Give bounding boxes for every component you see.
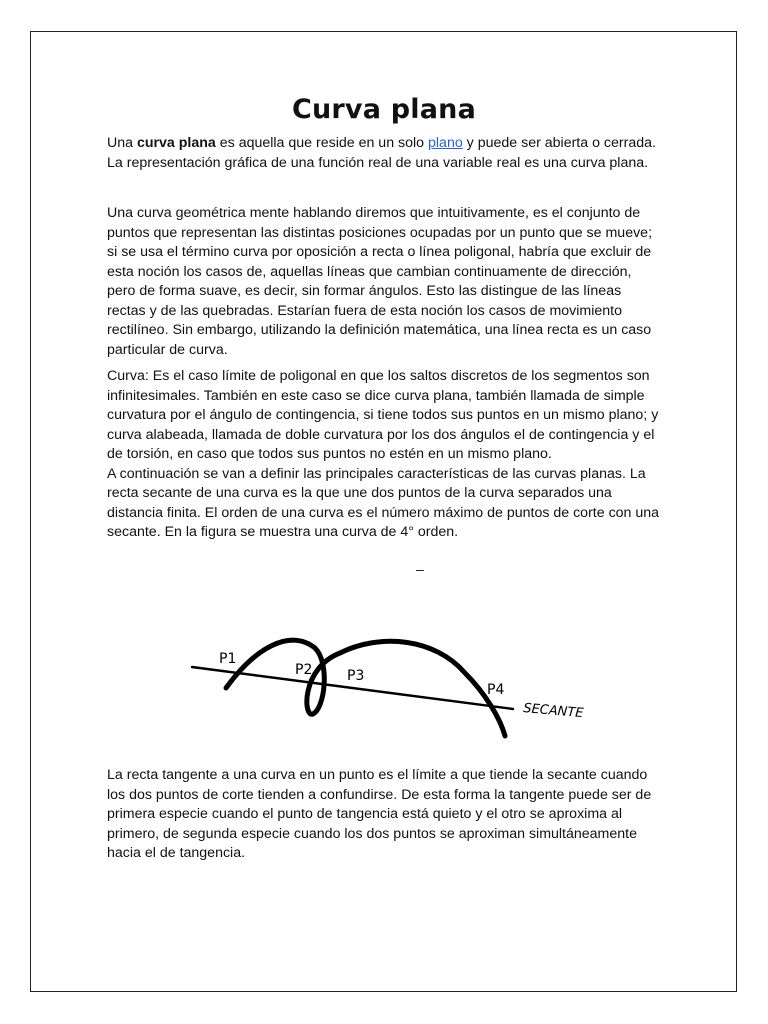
dash-mark: – bbox=[416, 561, 424, 577]
paragraph-definition: Una curva geométrica mente hablando diremos que intuitivamente, es el conjunto de puntos que representan las distintas posiciones ocupadas por un punto que se mueve; si se usa el término curva por oposición a recta o línea poligonal, habría que excluir de esta noción los casos de, aquellas líneas que cambian continuamente de dirección, pero de forma suave, es decir, sin formar ángulos. Esto las distingue de las líneas rectas y de las quebradas. Estarían fuera de esta noción los casos de movimiento rectilíneo. Sin embargo, utilizando la definición matemática, una línea recta es un caso particular de curva. bbox=[107, 205, 653, 358]
curve-figure bbox=[185, 608, 615, 753]
page-title: Curva plana bbox=[291, 94, 476, 125]
paragraph-intro bbox=[107, 134, 663, 173]
label-p1: P1 bbox=[219, 651, 237, 667]
term-curva-plana: curva plana bbox=[136, 135, 216, 151]
label-p4: P4 bbox=[487, 682, 505, 698]
intro-text-start: Una bbox=[107, 135, 137, 151]
label-p3: P3 bbox=[347, 668, 365, 684]
intro-text-end: y puede ser abierta o cerrada. La representación gráfica de una función real de una variable real es una curva plana. bbox=[107, 135, 656, 171]
paragraph-tangente: La recta tangente a una curva en un punto es el límite a que tiende la secante cuando los dos puntos de corte tienden a confundirse. De esta forma la tangente puede ser de primera especie cuando el punto de tangencia está quieto y el otro se aproxima al primero, de segunda especie cuando los dos puntos se aproximan simultáneamente hacia el de tangencia. bbox=[107, 767, 652, 861]
plano-link[interactable]: plano bbox=[428, 135, 463, 151]
secante-text: A continuación se van a definir las principales características de las curvas planas. La recta secante de una curva es la que une dos puntos de la curva separados una distancia finita. El orden de una curva es el número máximo de puntos de corte con una secante. En la figura se muestra una curva de 4° orden. bbox=[107, 465, 660, 540]
curva-text: Curva: Es el caso límite de poligonal en que los saltos discretos de los segmentos son infinitesimales. También en este caso se dice curva plana, también llamada de simple curvatura por el ángulo de contingencia, si tiene todos sus puntos en un mismo plano; y curva alabeada, llamada de doble curvatura por los dos ángulos el de contingencia y el de torsión, en caso que todos sus puntos no estén en un mismo plano. bbox=[107, 368, 659, 462]
paragraph-curva bbox=[107, 367, 663, 543]
curve-path bbox=[226, 640, 505, 736]
label-p2: P2 bbox=[295, 662, 313, 678]
label-secante: SECANTE bbox=[522, 701, 585, 722]
intro-text-middle: es aquella que reside en un solo bbox=[215, 135, 429, 151]
